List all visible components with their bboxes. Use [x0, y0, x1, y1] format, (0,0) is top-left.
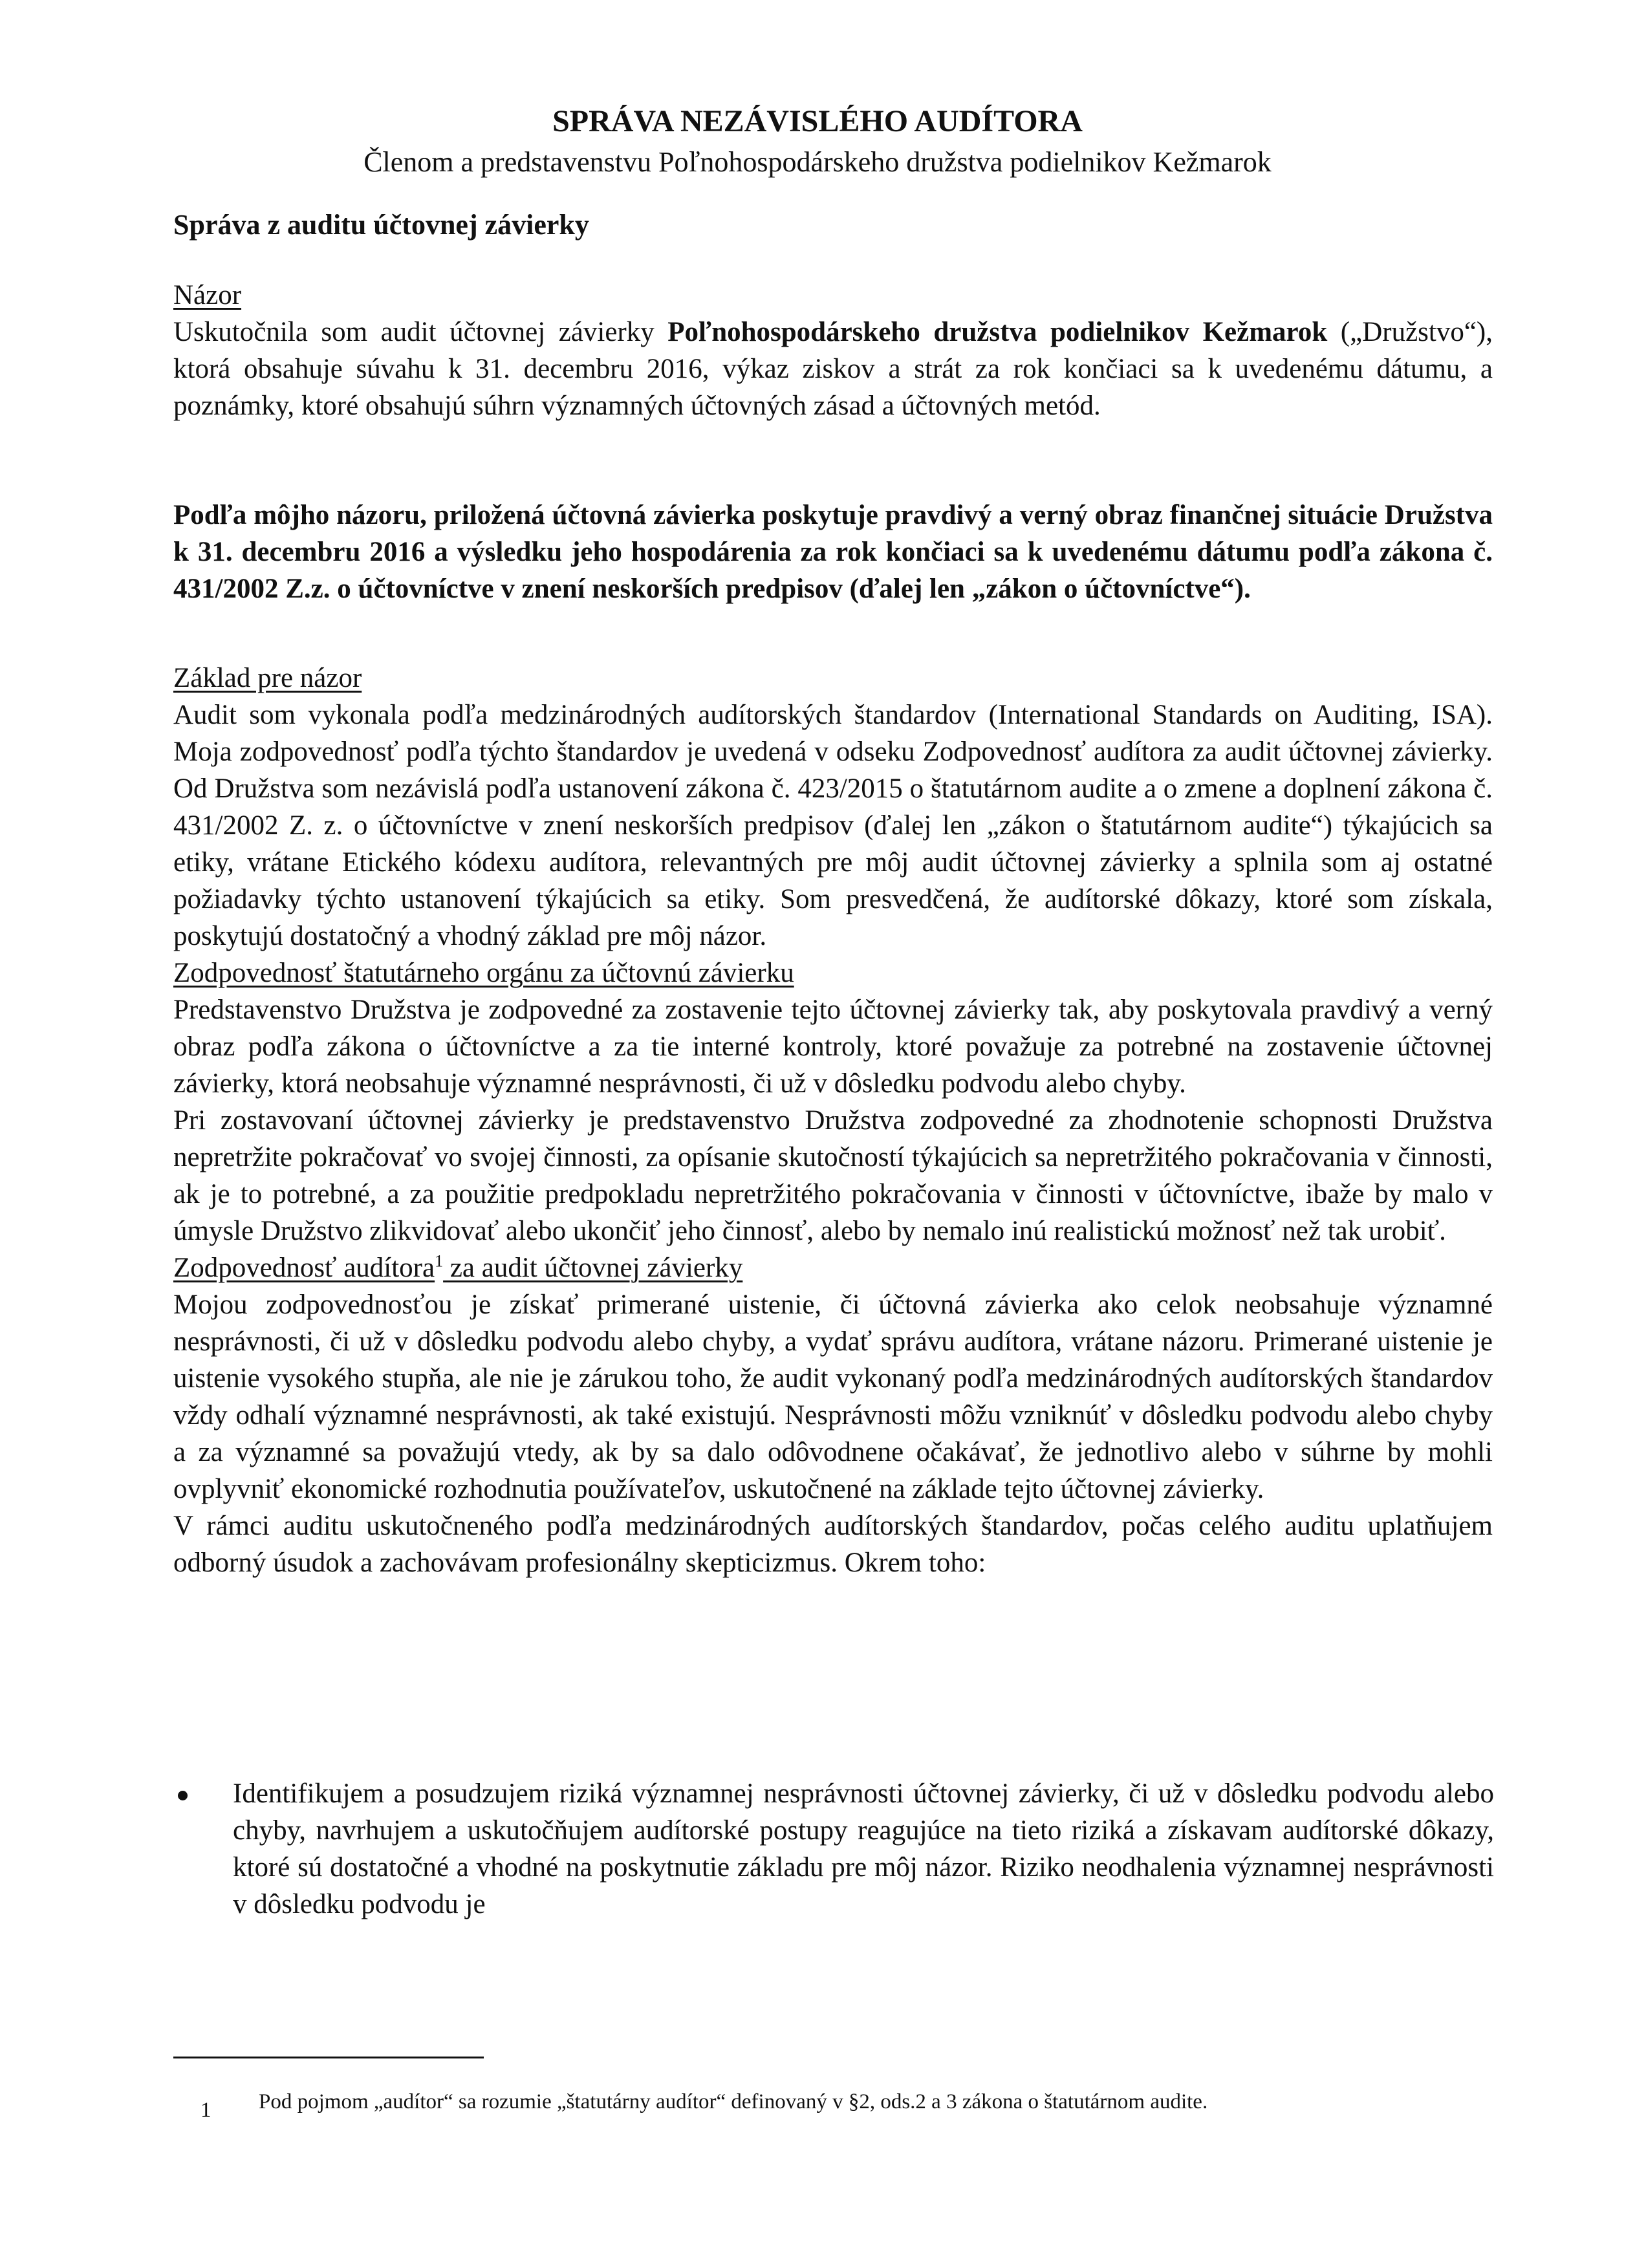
basis-paragraph: Audit som vykonala podľa medzinárodných audítorských štandardov (International Standards on Auditing, ISA). Moja zodpovednosť podľa týchto štandardov je uvedená v odseku Zodpovednosť audítora za audit účtovnej závierky. Od Družstva som nezávislá podľa ustanovení zákona č. 423/2015 o štatutárnom audite a o zmene a doplnení zákona č. 431/2002 Z. z. o účtovníctve v znení neskorších predpisov (ďalej len „zákon o štatutárnom audite“) týkajúcich sa etiky, vrátane Etického kódexu audítora, relevantných pre môj audit účtovnej závierky a splnila som aj ostatné požiadavky týchto ustanovení týkajúcich sa etiky. Som presvedčená, že audítorské dôkazy, ktoré som získala, poskytujú dostatočný a vhodný základ pre môj názor. — [173, 700, 1493, 951]
auditor-responsibility-paragraph-2: V rámci auditu uskutočneného podľa medzinárodných audítorských štandardov, počas celého auditu uplatňujem odborný úsudok a zachovávam profesionálny skepticizmus. Okrem toho: — [173, 1511, 1493, 1578]
statutory-responsibility-paragraph-2: Pri zostavovaní účtovnej závierky je predstavenstvo Družstva zodpovedné za zhodnotenie schopnosti Družstva nepretržite pokračovať vo svojej činnosti, za opísanie skutočností týkajúcich sa nepretržitého pokračovania v činnosti, ak je to potrebné, a za použitie predpokladu nepretržitého pokračovania v činnosti v účtovníctve, ibaže by malo v úmysle Družstvo zlikvidovať alebo ukončiť jeho činnosť, alebo by nemalo inú realistickú možnosť než tak urobiť. — [173, 1105, 1493, 1246]
report-addressee: Členom a predstavenstvu Poľnohospodárskeho družstva podielnikov Kežmarok — [363, 146, 1272, 178]
statutory-responsibility-heading: Zodpovednosť štatutárneho orgánu za účtovnú závierku — [173, 958, 794, 988]
opinion-paragraph-2: Podľa môjho názoru, priložená účtovná závierka poskytuje pravdivý a verný obraz finančnej situácie Družstva k 31. decembru 2016 a výsledku jeho hospodárenia za rok končiaci sa k uvedenému dátumu podľa zákona č. 431/2002 Z.z. o účtovníctve v znení neskorších predpisov (ďalej len „zákon o účtovníctve“). — [173, 500, 1493, 604]
statutory-responsibility-paragraph-1: Predstavenstvo Družstva je zodpovedné za zostavenie tejto účtovnej závierky tak, aby poskytovala pravdivý a verný obraz podľa zákona o účtovníctve a za tie interné kontroly, ktoré považuje za potrebné na zostavenie účtovnej závierky, ktorá neobsahuje významné nesprávnosti, či už v dôsledku podvodu alebo chyby. — [173, 995, 1493, 1099]
auditor-responsibility-heading — [173, 1249, 1493, 1286]
footnote-text: Pod pojmom „audítor“ sa rozumie „štatutárny audítor“ definovaný v §2, ods.2 a 3 zákona o štatutárnom audite. — [259, 2090, 1208, 2113]
procedures-list — [233, 1775, 1494, 1923]
auditor-responsibility-heading-part2: za audit účtovnej závierky — [443, 1253, 743, 1283]
opinion-paragraph-1 — [173, 314, 1493, 424]
list-item-text: Identifikujem a posudzujem riziká významnej nesprávnosti účtovnej závierky, či už v dôsledku podvodu alebo chyby, navrhujem a uskutočňujem audítorské postupy reagujúce na tieto riziká a získavam audítorské dôkazy, ktoré sú dostatočné a vhodné na poskytnutie základu pre môj názor. Riziko neodhalenia významnej nesprávnosti v dôsledku podvodu je — [233, 1778, 1494, 1919]
opinion-section — [173, 277, 1493, 424]
basis-section — [173, 660, 1493, 1581]
opinion-statement — [173, 497, 1493, 607]
cooperative-name: Poľnohospodárskeho družstva podielnikov Kežmarok — [667, 317, 1328, 347]
basis-heading: Základ pre názor — [173, 663, 362, 693]
footnote-divider — [173, 2057, 484, 2058]
footnote-number: 1 — [200, 2099, 211, 2122]
auditor-responsibility-heading-part1: Zodpovednosť audítora — [173, 1253, 435, 1283]
opinion-heading: Názor — [173, 280, 242, 310]
report-title: SPRÁVA NEZÁVISLÉHO AUDÍTORA — [552, 104, 1083, 138]
bullet-icon — [178, 1791, 188, 1800]
section-title: Správa z auditu účtovnej závierky — [173, 209, 589, 241]
auditor-responsibility-paragraph-1: Mojou zodpovednosťou je získať primerané uistenie, či účtovná závierka ako celok neobsahuje významné nesprávnosti, či už v dôsledku podvodu alebo chyby, a vydať správu audítora, vrátane názoru. Primerané uistenie je uistenie vysokého stupňa, ale nie je zárukou toho, že audit vykonaný podľa medzinárodných audítorských štandardov vždy odhalí významné nesprávnosti, ak také existujú. Nesprávnosti môžu vzniknúť v dôsledku podvodu alebo chyby a za významné sa považujú vtedy, ak by sa dalo odôvodnene očakávať, že jednotlivo alebo v súhrne by mohli ovplyvniť ekonomické rozhodnutia používateľov, uskutočnené na základe tejto účtovnej závierky. — [173, 1290, 1493, 1504]
footnote-reference: 1 — [435, 1251, 444, 1271]
opinion-text-post: („Družstvo“), ktorá obsahuje súvahu k 31. decembru 2016, výkaz ziskov a strát za rok končiaci sa k uvedenému dátumu, a poznámky, ktoré obsahujú súhrn významných účtovných zásad a účtovných metód. — [173, 317, 1493, 421]
opinion-text-pre: Uskutočnila som audit účtovnej závierky — [173, 317, 668, 347]
list-item — [233, 1775, 1494, 1923]
